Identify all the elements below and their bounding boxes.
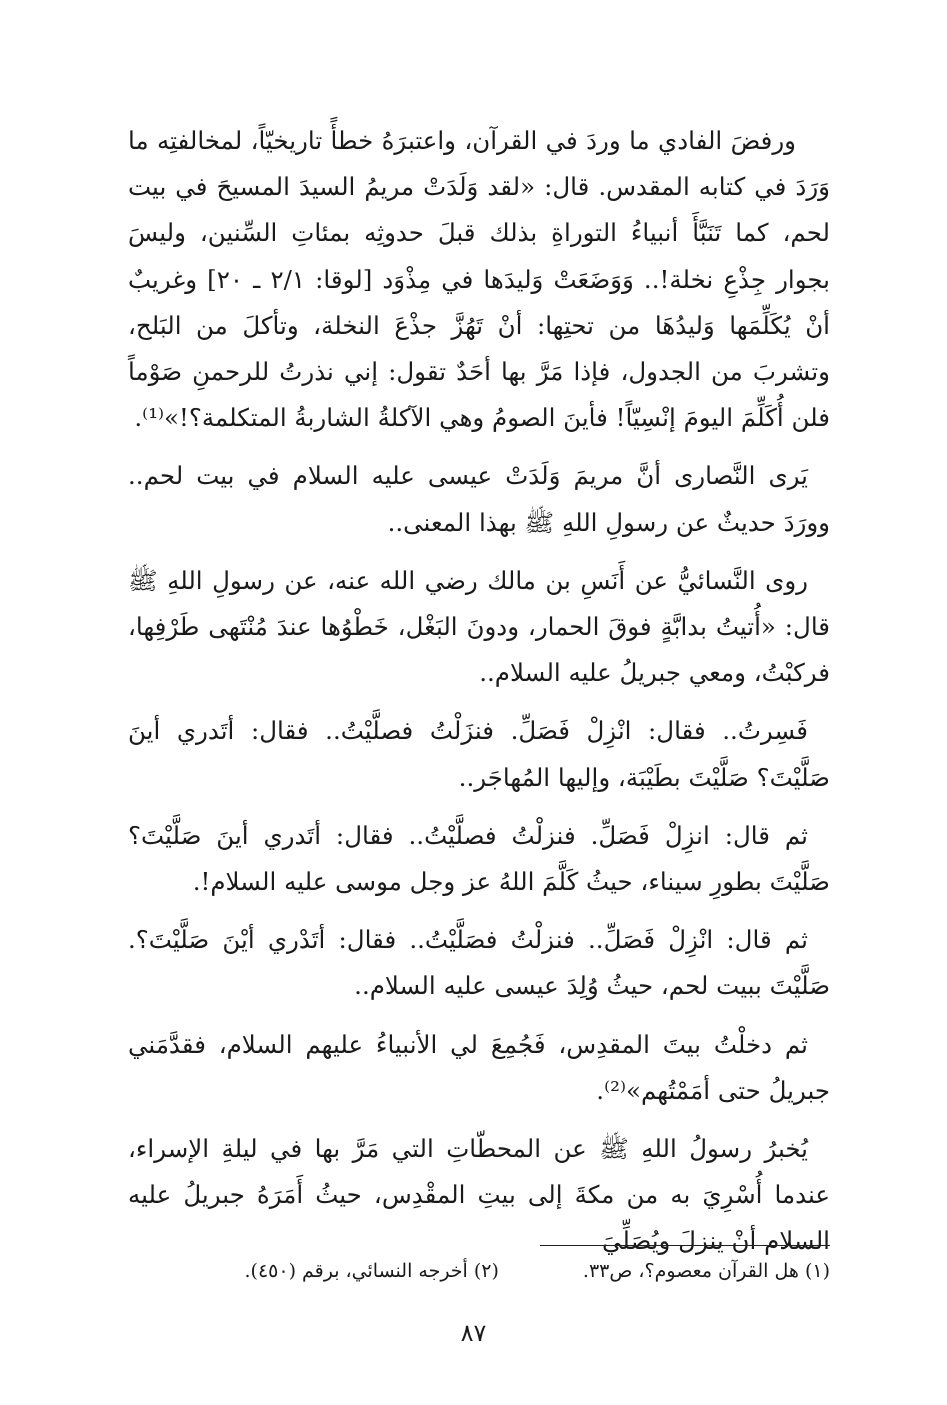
- footnote-divider: [540, 1245, 830, 1246]
- paragraph-6: ثم قال: انْزِلْ فَصَلِّ.. فنزلْتُ فصَلَّيْتُ.. فقال: أتَدْري أيْنَ صَلَّيْتَ؟. صَلَّيْتَ ببيت لحم، حيثُ وُلِدَ عيسى عليه السلام..: [128, 925, 830, 1001]
- paragraph-3: روى النَّسائيُّ عن أَنَسِ بن مالك رضي الله عنه، عن رسولِ اللهِ ﷺ قال: «أُتيتُ بدابَّةٍ فوقَ الحمار، ودونَ البَغْل، خَطْوُها عندَ مُنْتَهى طَرْفِها، فركبْتُ، ومعي جبريلُ عليه السلام..: [128, 565, 830, 688]
- page-number: ٨٧: [460, 1319, 487, 1347]
- paragraph-8: يُخبرُ رسولُ اللهِ ﷺ عن المحطّاتِ التي مَرَّ بها في ليلةِ الإسراء، عندما أُسْرِيَ به من مكةَ إلى بيتِ المقْدِس، حيثُ أَمَرَهُ جبريلُ عليه السلام أنْ ينزلَ ويُصَلِّيَ: [128, 1134, 830, 1256]
- paragraph-2: يَرى النَّصارى أنَّ مريمَ وَلَدَتْ عيسى عليه السلام في بيت لحم.. وورَدَ حديثٌ عن رسولِ اللهِ ﷺ بهذا المعنى..: [128, 461, 830, 537]
- paragraph-4: فَسِرتُ.. فقال: انْزِلْ فَصَلِّ. فنزَلْتُ فصلَّيْتُ.. فقال: أتَدري أينَ صَلَّيْتَ؟ صَلَّيْتَ بطَيْبَة، وإليها المُهاجَر..: [128, 716, 830, 792]
- paragraph-7: ثم دخلْتُ بيتَ المقدِس، فَجُمِعَ لي الأنبياءُ عليهم السلام، فقدَّمَني جبريلُ حتى أمَمْتُهم»⁽²⁾.: [128, 1029, 830, 1105]
- footnote-2: (٢) أخرجه النسائي، برقم (٤٥٠).: [244, 1260, 499, 1282]
- main-text: [128, 118, 830, 1277]
- paragraph-5: ثم قال: انزِلْ فَصَلِّ. فنزلْتُ فصلَّيْتُ.. فقال: أتَدري أينَ صَلَّيْتَ؟ صَلَّيْتَ بطورِ سيناء، حيثُ كَلَّمَ اللهُ عز وجل موسى عليه السلام!.: [128, 820, 830, 897]
- footnotes: [128, 1256, 830, 1286]
- paragraph-1: ورفضَ الفادي ما وردَ في القرآن، واعتبرَهُ خطأً تاريخيّاً، لمخالفتِه ما وَرَدَ في كتابه المقدس. قال: «لقد وَلَدَتْ مريمُ السيدَ المسيحَ في بيت لحم، كما تَنَبَّأَ أنبياءُ التوراةِ بذلك قبلَ حدوثِه بمئاتِ السِّنين، وليسَ بجوار جِذْعِ نخلة!.. وَوَضَعَتْ وَليدَها في مِذْوَد [لوقا: ٢/١ ـ ٢٠] وغريبٌ أنْ يُكَلِّمَها وَليدُهَا من تحتِها: أنْ تَهُزَّ جذْعَ النخلة، وتأكلَ من البَلح، وتشربَ من الجدول، فإذا مَرَّ بها أحَدٌ تقول: إني نذرتُ للرحمنِ صَوْماً فلن أُكَلِّمَ اليومَ إنْسِيّاً! فأينَ الصومُ وهي الآكلةُ الشاربةُ المتكلمة؟!»⁽¹⁾.: [128, 126, 831, 433]
- footnote-1: (١) هل القرآن معصوم؟، ص٣٣.: [582, 1260, 830, 1282]
